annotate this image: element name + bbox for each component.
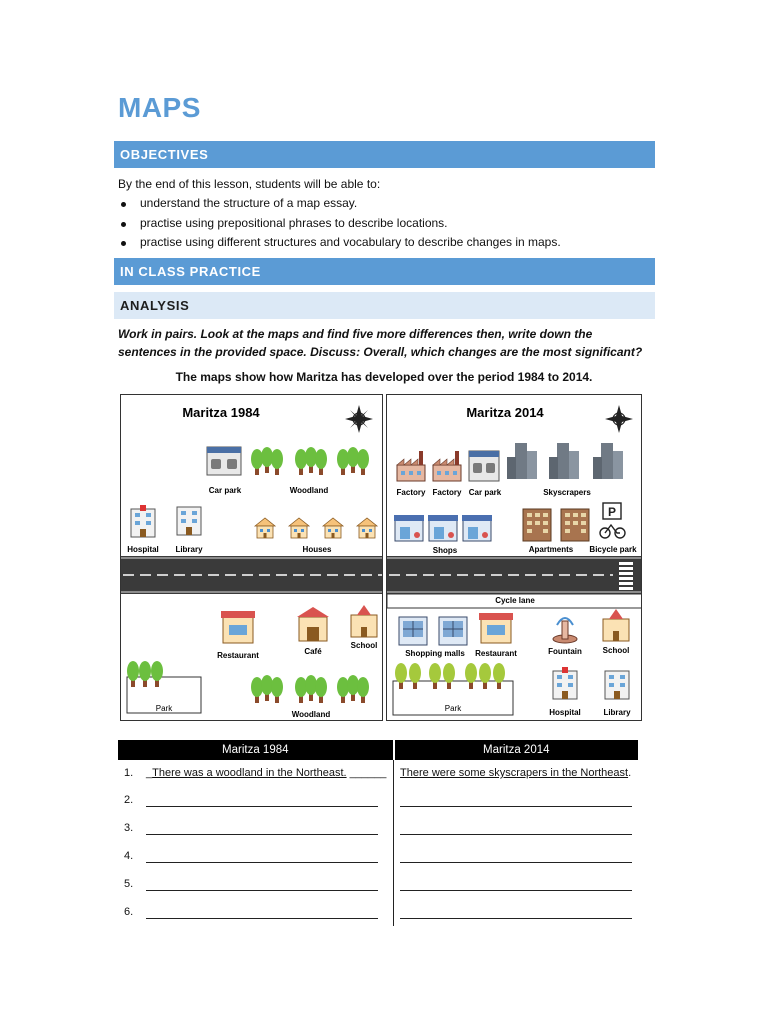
differences-table xyxy=(118,740,638,926)
factory-label: Factory xyxy=(396,488,426,497)
map-1984 xyxy=(120,394,383,721)
row-number: 2. xyxy=(124,793,134,806)
hospital-icon xyxy=(553,671,577,699)
library-icon xyxy=(177,507,201,535)
park-trees-icon xyxy=(127,661,163,687)
objectives-heading: OBJECTIVES xyxy=(114,141,655,168)
table-row xyxy=(118,760,638,786)
answer-line-1984[interactable] xyxy=(146,822,378,835)
skyscrapers-icon xyxy=(507,443,623,479)
car-park-label: Car park xyxy=(208,486,242,495)
restaurant-icon xyxy=(221,611,255,643)
answer-line-1984[interactable] xyxy=(146,906,378,919)
answer-line-2014[interactable] xyxy=(400,878,632,891)
in-class-practice-heading: IN CLASS PRACTICE xyxy=(114,258,655,285)
compass-icon xyxy=(345,405,373,433)
cycle-lane-label: Cycle lane xyxy=(495,596,535,605)
objective-item: practise using different structures and vocabulary to describe changes in maps. xyxy=(118,233,561,253)
shops-label: Shops xyxy=(432,546,458,555)
map-1984-title: Maritza 1984 xyxy=(182,405,260,420)
school-icon xyxy=(603,609,629,641)
objectives-intro: By the end of this lesson, students will be able to: xyxy=(118,177,381,191)
answer-2014-suffix: . xyxy=(628,767,632,779)
table-row xyxy=(118,842,638,870)
houses-label: Houses xyxy=(302,545,332,554)
shops-icon xyxy=(394,515,492,541)
cafe-icon xyxy=(297,607,329,641)
map-2014-title: Maritza 2014 xyxy=(466,405,544,420)
woodland-label: Woodland xyxy=(289,486,329,495)
factory-label: Factory xyxy=(432,488,462,497)
car-park-icon xyxy=(469,451,499,481)
restaurant-label: Restaurant xyxy=(475,649,517,658)
factory-icon xyxy=(433,451,461,481)
shopping-malls-icon xyxy=(399,617,467,645)
school-icon xyxy=(351,605,377,637)
apartments-label: Apartments xyxy=(528,545,574,554)
restaurant-icon xyxy=(479,613,513,643)
answer-line-2014[interactable] xyxy=(400,906,632,919)
answer-line-1984[interactable] xyxy=(146,878,378,891)
svg-text:P: P xyxy=(607,505,617,519)
answer-line-2014[interactable] xyxy=(400,850,632,863)
bicycle-park-label: Bicycle park xyxy=(589,545,637,554)
road xyxy=(387,556,642,594)
page-title: MAPS xyxy=(118,92,201,123)
school-label: School xyxy=(350,641,378,650)
maps-caption: The maps show how Maritza has developed over the period 1984 to 2014. xyxy=(175,370,593,384)
bicycle-park-icon xyxy=(600,503,625,538)
library-label: Library xyxy=(175,545,203,554)
woodland-bottom-icon xyxy=(251,675,369,703)
answer-suffix: ______ xyxy=(349,767,387,779)
column-header-2014: Maritza 2014 xyxy=(394,740,638,760)
restaurant-label: Restaurant xyxy=(217,651,259,660)
skyscrapers-label: Skyscrapers xyxy=(543,488,591,497)
answer-prefix: _ xyxy=(146,767,153,779)
car-park-label: Car park xyxy=(468,488,502,497)
school-label: School xyxy=(602,646,630,655)
woodland-icon xyxy=(251,447,369,475)
cafe-label: Café xyxy=(304,647,322,656)
answer-line-2014[interactable] xyxy=(400,794,632,807)
table-row xyxy=(118,814,638,842)
row-number: 3. xyxy=(124,821,134,834)
library-icon xyxy=(605,671,629,699)
hospital-label: Hospital xyxy=(549,708,581,717)
analysis-instruction: Work in pairs. Look at the maps and find five more differences then, write down the sentences in the provided space. Discuss: Overall, which changes are the most significant? xyxy=(118,327,643,359)
example-answer-2014: There were some skyscrapers in the Northeast xyxy=(400,767,629,779)
hospital-label: Hospital xyxy=(127,545,159,554)
map-2014 xyxy=(386,394,642,721)
compass-icon xyxy=(605,405,633,433)
car-park-icon xyxy=(207,447,241,475)
table-row xyxy=(118,870,638,898)
fountain-label: Fountain xyxy=(548,647,582,656)
park-label: Park xyxy=(155,704,173,713)
objective-item: practise using prepositional phrases to describe locations. xyxy=(118,214,561,234)
park-label: Park xyxy=(444,704,462,713)
row-number: 5. xyxy=(124,877,134,890)
example-answer-1984: There was a woodland in the Northeast. xyxy=(152,767,347,779)
table-row xyxy=(118,898,638,926)
answer-line-1984[interactable] xyxy=(146,794,378,807)
row-number: 6. xyxy=(124,905,134,918)
shopping-malls-label: Shopping malls xyxy=(405,649,465,658)
factory-icon xyxy=(397,451,425,481)
answer-line-2014[interactable] xyxy=(400,822,632,835)
houses-icon xyxy=(255,518,377,538)
fountain-icon xyxy=(553,618,577,643)
row-number: 4. xyxy=(124,849,134,862)
row-number: 1. xyxy=(124,767,134,779)
column-header-1984: Maritza 1984 xyxy=(118,740,394,760)
road xyxy=(121,556,383,594)
table-row xyxy=(118,786,638,814)
library-label: Library xyxy=(603,708,631,717)
apartments-icon xyxy=(523,509,589,541)
answer-line-1984[interactable] xyxy=(146,850,378,863)
hospital-icon xyxy=(131,509,155,537)
objective-item: understand the structure of a map essay. xyxy=(118,194,561,214)
objectives-list xyxy=(118,194,561,253)
woodland-bottom-label: Woodland xyxy=(291,710,331,719)
analysis-heading: ANALYSIS xyxy=(114,292,655,319)
